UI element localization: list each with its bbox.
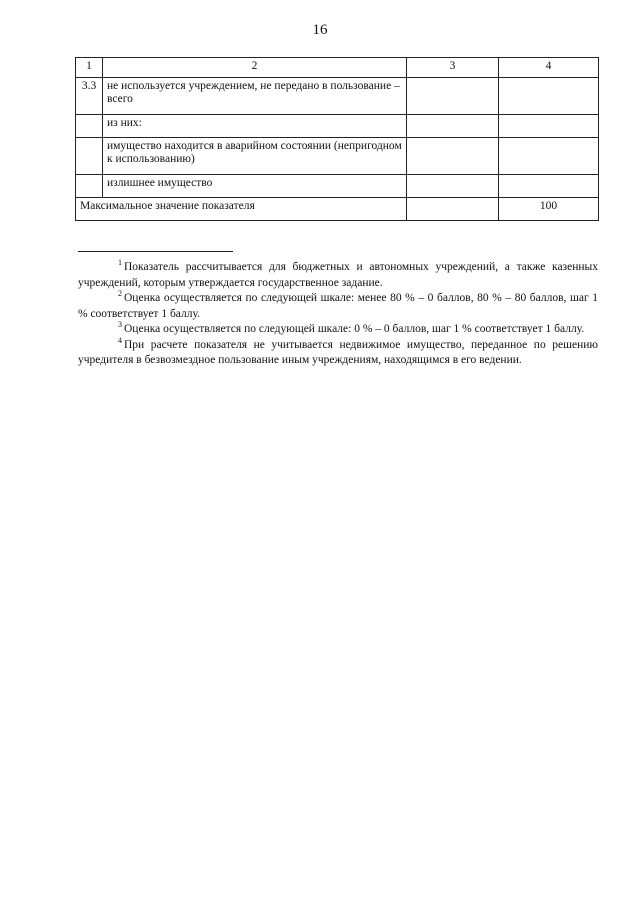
page-number: 16 (312, 22, 328, 38)
row-col4-cell (499, 115, 599, 138)
row-number (76, 115, 103, 138)
footnote-text: При расчете показателя не учитывается недвижимое имущество, переданное по решению учредителя в безвозмездное пользование иным учреждениям, находящимся в его ведении. (78, 338, 598, 366)
row-col3-cell (407, 138, 499, 175)
row-number: 3.3 (76, 78, 103, 115)
column-header: 3 (407, 58, 499, 78)
row-text: из них: (103, 115, 407, 138)
footnote-marker: 2 (118, 289, 122, 298)
row-col4-cell (499, 138, 599, 175)
row-col4-cell (499, 175, 599, 198)
footnote-text: Оценка осуществляется по следующей шкале: менее 80 % – 0 баллов, 80 % – 80 баллов, шаг 1 % соответствует 1 баллу. (78, 292, 598, 320)
column-header: 1 (76, 58, 103, 78)
footnote-text: Оценка осуществляется по следующей шкале: 0 % – 0 баллов, шаг 1 % соответствует 1 баллу. (124, 323, 585, 335)
max-value-label: Максимальное значение показателя (76, 198, 407, 221)
row-col4-cell (499, 78, 599, 115)
table-row (76, 115, 599, 138)
footnotes-section (78, 260, 598, 369)
row-col3-cell (407, 175, 499, 198)
table-row (76, 78, 599, 115)
footnote-1 (78, 260, 598, 291)
indicator-table (75, 57, 599, 221)
footnote-marker: 1 (118, 258, 122, 267)
table-header-row (76, 58, 599, 78)
table-row (76, 175, 599, 198)
footnote-marker: 4 (118, 335, 122, 345)
table-total-row (76, 198, 599, 221)
column-header: 2 (103, 58, 407, 78)
footnote-text: Показатель рассчитывается для бюджетных и автономных учреждений, а также казенных учреждений, которым утверждается государственное задание. (78, 261, 598, 289)
footnote-4 (78, 335, 598, 369)
row-number (76, 138, 103, 175)
row-col3-cell (407, 78, 499, 115)
footnote-marker: 3 (118, 320, 122, 329)
footnote-3 (78, 322, 598, 338)
row-col3-cell (407, 115, 499, 138)
footnote-divider (78, 251, 233, 252)
max-value: 100 (499, 198, 599, 221)
max-value-col3-cell (407, 198, 499, 221)
column-header: 4 (499, 58, 599, 78)
row-text: излишнее имущество (103, 175, 407, 198)
table-row (76, 138, 599, 175)
row-number (76, 175, 103, 198)
row-text: имущество находится в аварийном состоянии (непригодном к использованию) (103, 138, 407, 175)
footnote-2 (78, 291, 598, 322)
row-text: не используется учреждением, не передано в пользование – всего (103, 78, 407, 115)
